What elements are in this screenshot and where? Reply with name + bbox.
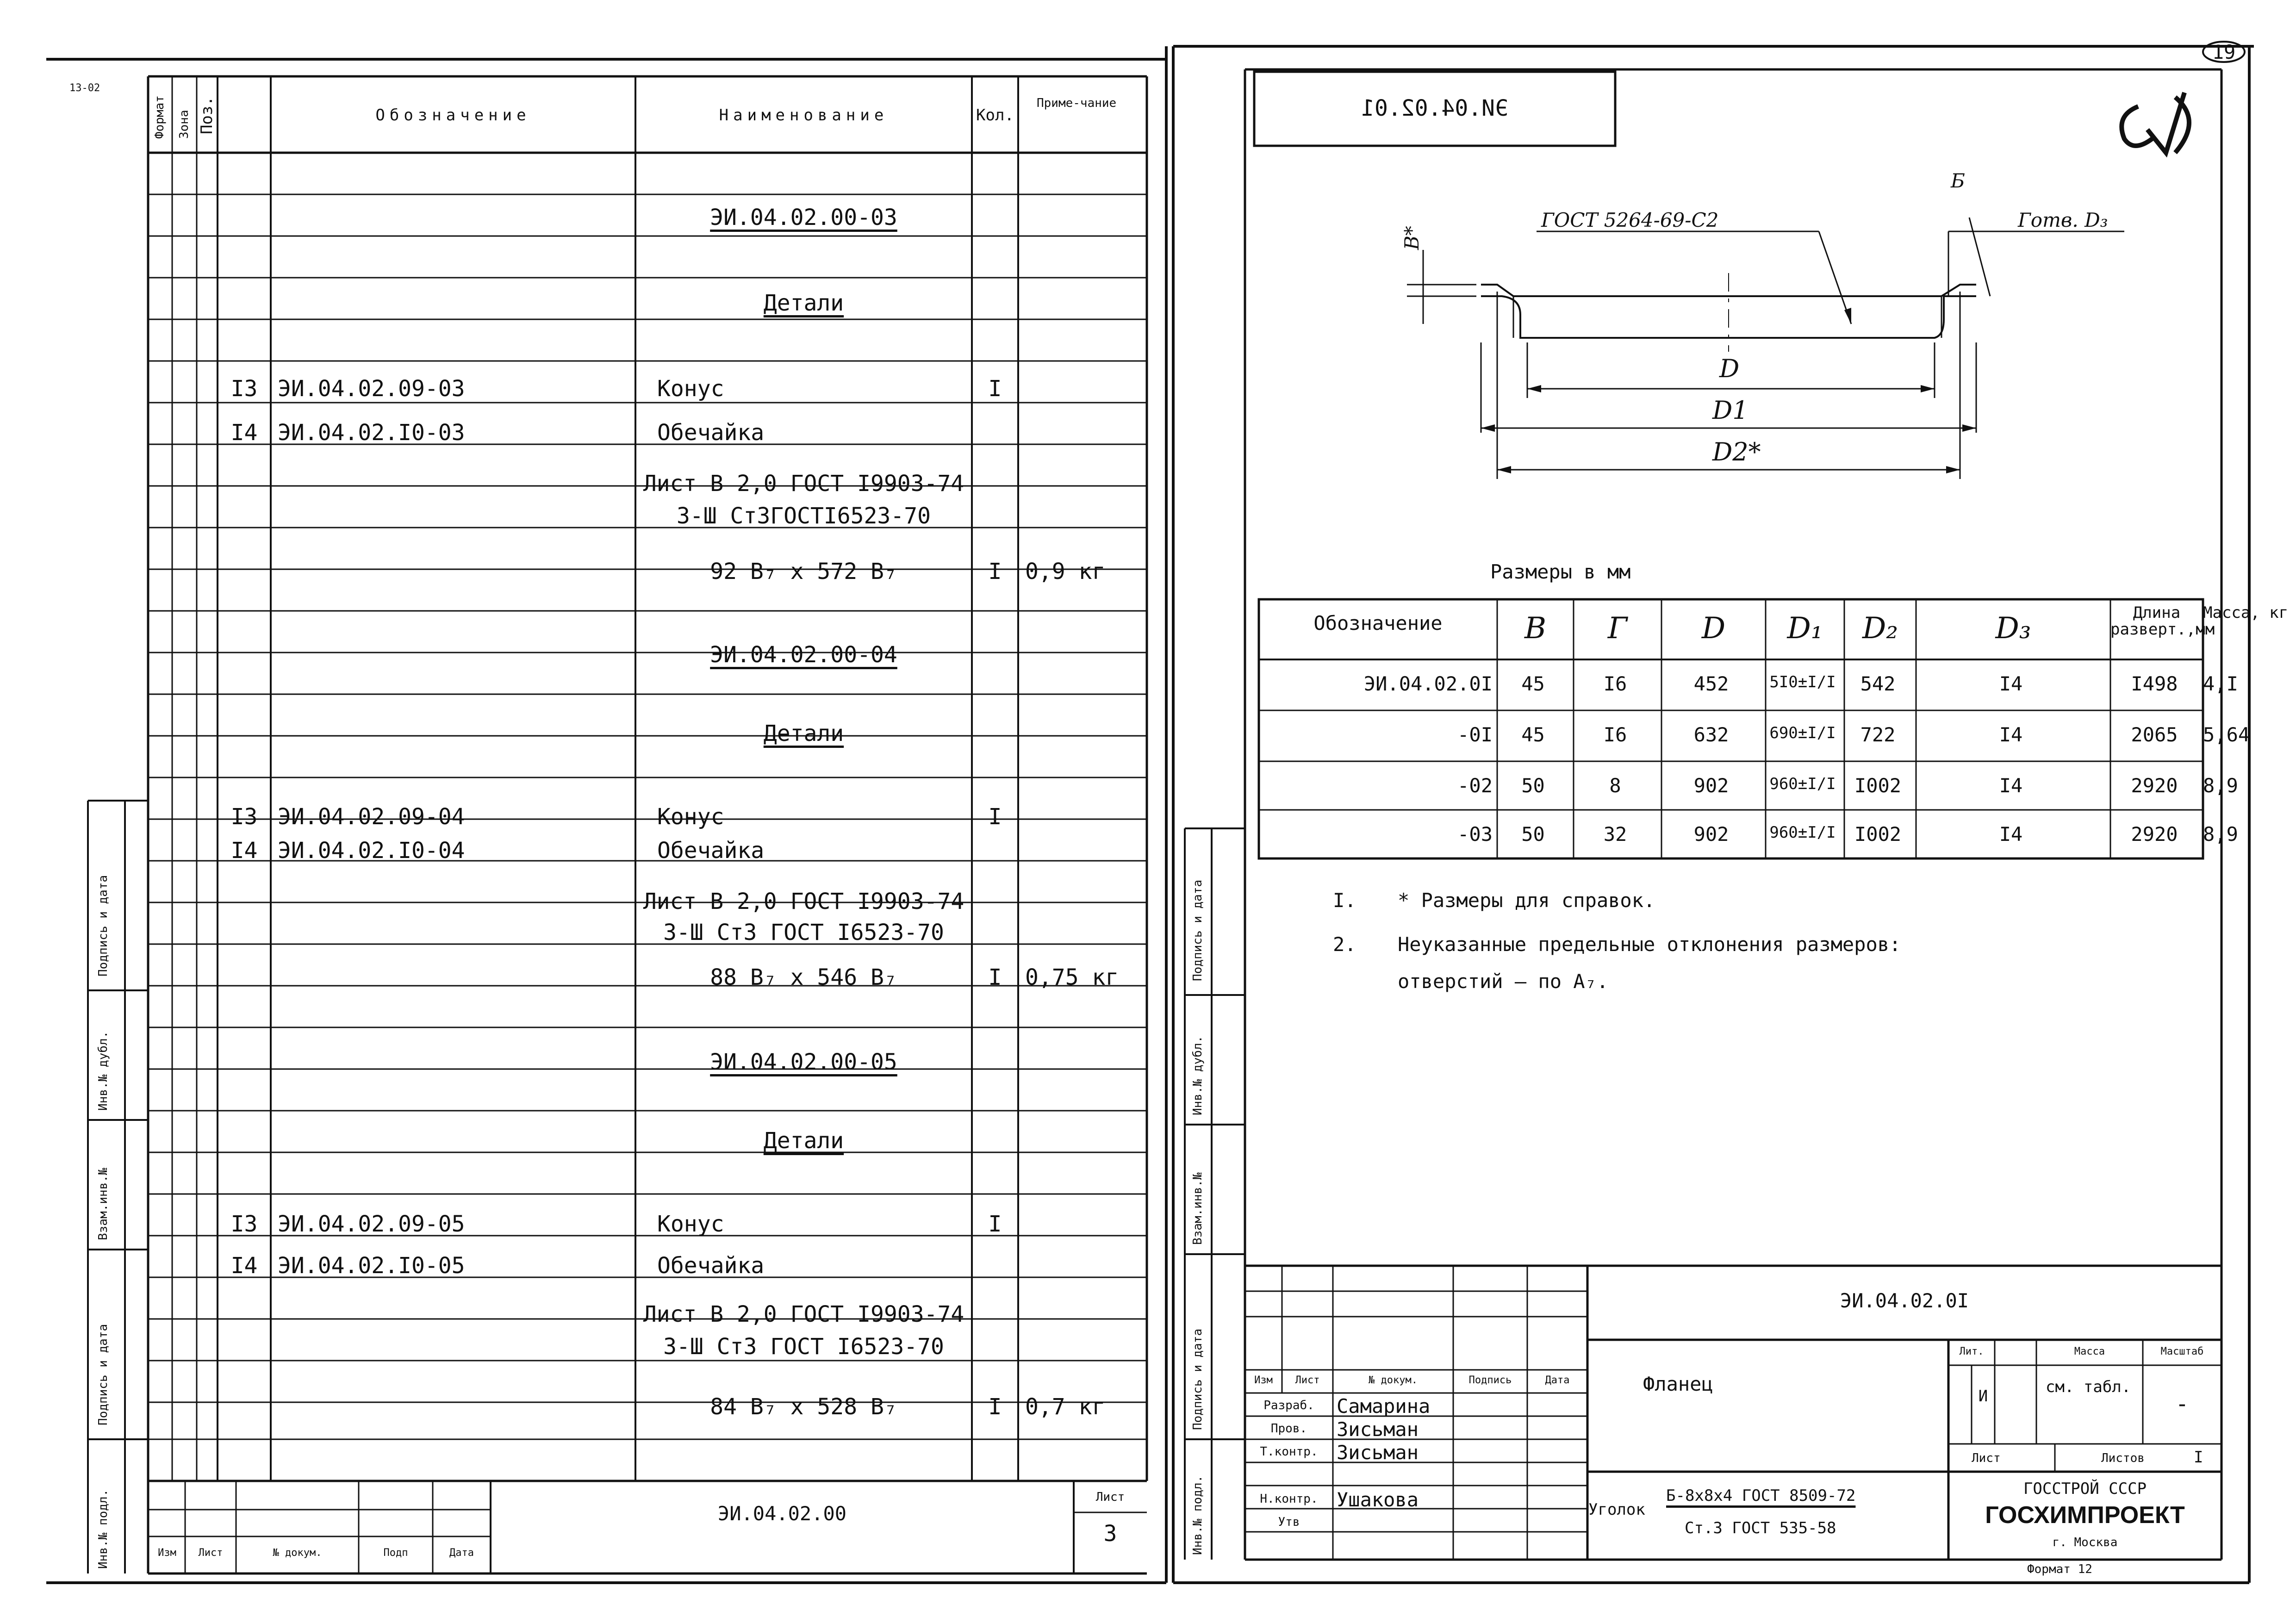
spec-row-pos: I3 [230, 804, 258, 830]
spec-row-designation: ЭИ.04.02.I0-05 [278, 1253, 465, 1279]
spec-row-qty: I [988, 964, 1002, 990]
approval-mark-icon [2122, 93, 2189, 153]
title-block-role: Разраб. [1263, 1399, 1314, 1412]
spec-row-qty: I [988, 1211, 1002, 1237]
tb-col-list: Лист [1295, 1374, 1320, 1386]
title-block-role: Т.контр. [1260, 1445, 1318, 1459]
spec-row-name: 3-Ш Ст3 ГОСТ I6523-70 [663, 1334, 944, 1360]
r-side-label-signature-1: Подпись и дата [1191, 879, 1205, 981]
tb-lit-label: Лит. [1959, 1346, 1984, 1357]
tb-col-date: Дата [1545, 1374, 1570, 1386]
note-number: 2. [1333, 933, 1356, 956]
size-table-cell: 45 [1521, 672, 1545, 695]
size-table-cell: 960±I/I [1769, 823, 1836, 842]
flange-drawing [1407, 218, 2124, 479]
spec-row-note: 0,9 кг [1025, 559, 1106, 585]
size-table-cell: 722 [1860, 723, 1896, 746]
tb-city: г. Москва [2052, 1536, 2118, 1549]
size-table-cell: I6 [1603, 672, 1627, 695]
tb-col-izm: Изм [1254, 1374, 1273, 1386]
corner-tag: 13-02 [69, 82, 100, 94]
spec-row-name: 3-Ш Ст3ГОСТI6523-70 [676, 503, 931, 529]
left-footer-col-date: Дата [449, 1547, 474, 1559]
col-header-note: Приме-чание [1037, 96, 1117, 110]
spec-row-name: Лист В 2,0 ГОСТ I9903-74 [643, 889, 964, 914]
spec-row-name: Конус [657, 376, 724, 402]
left-footer-col-list: Лист [198, 1547, 223, 1559]
spec-row-name: ЭИ.04.02.00-04 [710, 642, 897, 668]
size-table-cell: ЭИ.04.02.0I [1363, 672, 1493, 695]
spec-row-designation: ЭИ.04.02.I0-04 [278, 838, 465, 864]
drawing-gost-label: ГОСТ 5264-69-С2 [1541, 209, 1719, 231]
size-table-cell: I4 [1999, 823, 2023, 846]
title-block-material-name: Уголок [1588, 1500, 1645, 1519]
col-header-format: Формат [153, 95, 167, 139]
drawing-dim-b: B* [1400, 226, 1423, 250]
spec-row-qty: I [988, 559, 1002, 585]
drawing-dim-d2: D2* [1712, 437, 1761, 466]
left-footer-sheet-label: Лист [1095, 1490, 1125, 1504]
size-table-cell: 5I0±I/I [1769, 673, 1836, 691]
spec-row-designation: ЭИ.04.02.09-04 [278, 804, 465, 830]
spec-row-designation: ЭИ.04.02.I0-03 [278, 420, 465, 446]
size-table-cell: 632 [1693, 723, 1729, 746]
size-table-cell: 8,9 [2203, 774, 2238, 797]
spec-row-pos: I4 [230, 420, 258, 446]
title-block-person: Зисьман [1337, 1418, 1419, 1441]
spec-row-name: Обечайка [657, 838, 765, 864]
title-block-material-line2: Ст.3 ГОСТ 535-58 [1685, 1519, 1836, 1537]
left-footer-col-doc: № докум. [273, 1547, 322, 1559]
spec-row-name: 84 В₇ х 528 В₇ [710, 1394, 897, 1420]
spec-row-designation: ЭИ.04.02.09-05 [278, 1211, 465, 1237]
size-table-cell: -0I [1457, 723, 1493, 746]
title-block-person: Ушакова [1337, 1488, 1419, 1511]
size-table-cell: 4,I [2203, 672, 2238, 695]
side-label-signature-2: Подпись и дата [96, 1324, 110, 1425]
drawing-dim-d: D [1719, 354, 1740, 383]
size-table-cell: I6 [1603, 723, 1627, 746]
left-footer-col-izm: Изм [158, 1547, 176, 1559]
size-table-cell: 902 [1693, 823, 1729, 846]
size-table-cell: 2920 [2131, 774, 2178, 797]
col-header-name: Наименование [719, 106, 889, 124]
size-table-cell: 45 [1521, 723, 1545, 746]
spec-row-pos: I4 [230, 838, 258, 864]
spec-row-name: Детали [763, 1128, 844, 1154]
tb-lit: И [1978, 1387, 1988, 1405]
tb-org1: ГОССТРОЙ СССР [2023, 1480, 2147, 1498]
tb-scale: - [2175, 1391, 2189, 1417]
size-table-cell: 32 [1603, 823, 1627, 846]
spec-row-note: 0,75 кг [1025, 964, 1119, 990]
tb-sheet-label: Лист [1972, 1451, 2001, 1465]
size-table-cell: I4 [1999, 672, 2023, 695]
size-table-cell: 5,64 [2203, 723, 2250, 746]
size-table-cell: I498 [2131, 672, 2178, 695]
title-block-role: Пров. [1270, 1422, 1307, 1436]
spec-row-qty: I [988, 1394, 1002, 1420]
size-table-cell: 902 [1693, 774, 1729, 797]
tb-col-sign: Подпись [1468, 1374, 1512, 1386]
tb-col-doc: № докум. [1369, 1374, 1418, 1386]
note-text: Неуказанные предельные отклонения размеров: [1398, 933, 1901, 956]
spec-row-name: Детали [763, 721, 844, 746]
spec-row-name: 92 В₇ х 572 В₇ [710, 559, 897, 585]
page-number: 19 [2212, 41, 2236, 63]
title-block-name: Фланец [1643, 1373, 1713, 1395]
tb-mass: см. табл. [2046, 1378, 2131, 1396]
title-block-material-line1: Б-8х8х4 ГОСТ 8509-72 [1666, 1486, 1856, 1505]
spec-row-name: 88 В₇ х 546 В₇ [710, 964, 897, 990]
size-table-cell: -02 [1457, 774, 1493, 797]
size-table-header: D [1701, 611, 1726, 646]
spec-row-name: 3-Ш Ст3 ГОСТ I6523-70 [663, 920, 944, 945]
tb-sheets: I [2194, 1448, 2203, 1467]
spec-row-qty: I [988, 804, 1002, 830]
drawing-holes-label: Готв. D₃ [2018, 209, 2108, 231]
size-table-header: Длина разверт.,мм [2110, 603, 2215, 639]
drawing-weld-mark: Б [1951, 169, 1965, 192]
tb-sheets-label: Листов [2101, 1451, 2145, 1465]
title-block-person: Самарина [1337, 1395, 1431, 1418]
size-table-cell: I4 [1999, 774, 2023, 797]
r-side-label-signature-2: Подпись и дата [1191, 1328, 1205, 1430]
tb-org2: ГОСХИМПРОЕКТ [1985, 1502, 2185, 1529]
tb-scale-label: Масштаб [2160, 1346, 2204, 1357]
size-table-cell: 8,9 [2203, 823, 2238, 846]
size-table-header: Обозначение [1313, 612, 1443, 634]
title-block-role: Н.контр. [1260, 1492, 1318, 1506]
spec-row-pos: I3 [230, 1211, 258, 1237]
spec-row-name: Конус [657, 804, 724, 830]
size-table-cell: 8 [1609, 774, 1621, 797]
size-table-cell: I4 [1999, 723, 2023, 746]
side-label-dup-inv: Инв.№ дубл. [96, 1031, 110, 1111]
size-table-cell: 452 [1693, 672, 1729, 695]
col-header-designation: Обозначение [375, 106, 531, 124]
size-table-cell: 960±I/I [1769, 775, 1836, 793]
size-table-cell: 542 [1860, 672, 1896, 695]
size-table-cell: 2065 [2131, 723, 2178, 746]
size-table-cell: I002 [1854, 823, 1902, 846]
spec-row-name: Обечайка [657, 420, 765, 446]
title-block-person: Зисьман [1337, 1441, 1419, 1464]
note-text: отверстий – по А₇. [1398, 970, 1609, 993]
col-header-pos: Поз. [198, 96, 216, 134]
left-footer-code: ЭИ.04.02.00 [717, 1502, 847, 1525]
r-side-label-orig-inv: Инв.№ подл. [1191, 1475, 1205, 1555]
spec-row-designation: ЭИ.04.02.09-03 [278, 376, 465, 402]
spec-row-name: ЭИ.04.02.00-03 [710, 205, 897, 230]
spec-row-name: Конус [657, 1211, 724, 1237]
note-number: I. [1333, 889, 1356, 912]
col-header-qty: Кол. [976, 106, 1014, 124]
spec-row-name: Детали [763, 290, 844, 316]
title-block-code: ЭИ.04.02.0I [1840, 1289, 1969, 1312]
mirrored-code: ЭИ.04.02.01 [1361, 95, 1508, 121]
left-footer-col-sign: Подп [383, 1547, 408, 1559]
size-table-cell: 690±I/I [1769, 724, 1836, 742]
left-footer-sheet: 3 [1103, 1521, 1117, 1547]
size-table-cell: I002 [1854, 774, 1902, 797]
spec-row-note: 0,7 кг [1025, 1394, 1106, 1420]
size-table-header: D₁ [1787, 611, 1823, 646]
tb-mass-label: Масса [2074, 1346, 2105, 1357]
spec-row-pos: I4 [230, 1253, 258, 1279]
spec-row-qty: I [988, 376, 1002, 402]
drawing-dim-d1: D1 [1712, 396, 1748, 425]
size-table-cell: 50 [1521, 774, 1545, 797]
r-side-label-replace-inv: Взам.инв.№ [1191, 1172, 1205, 1245]
side-label-orig-inv: Инв.№ подл. [96, 1489, 110, 1569]
side-label-replace-inv: Взам.инв.№ [96, 1168, 110, 1240]
side-label-signature-1: Подпись и дата [96, 875, 110, 976]
size-table-header: D₂ [1862, 611, 1898, 646]
r-side-label-dup-inv: Инв.№ дубл. [1191, 1035, 1205, 1115]
note-text: * Размеры для справок. [1398, 889, 1655, 912]
title-block-role: Утв [1278, 1515, 1300, 1529]
spec-row-pos: I3 [230, 376, 258, 402]
spec-row-name: Обечайка [657, 1253, 765, 1279]
size-table-header: Г [1607, 611, 1628, 646]
size-table-cell: -03 [1457, 823, 1493, 846]
size-table-cell: 50 [1521, 823, 1545, 846]
size-table-header: B [1524, 611, 1547, 646]
format-label: Формат 12 [2027, 1562, 2092, 1576]
size-table-cell: 2920 [2131, 823, 2178, 846]
spec-row-name: Лист В 2,0 ГОСТ I9903-74 [643, 1301, 964, 1327]
size-table-header: D₃ [1995, 611, 2031, 646]
size-caption: Размеры в мм [1490, 560, 1631, 583]
col-header-zone: Зона [177, 110, 191, 139]
spec-row-name: Лист В 2,0 ГОСТ I9903-74 [643, 471, 964, 497]
size-table-header: Масса, кг [2203, 603, 2289, 622]
spec-row-name: ЭИ.04.02.00-05 [710, 1049, 897, 1075]
